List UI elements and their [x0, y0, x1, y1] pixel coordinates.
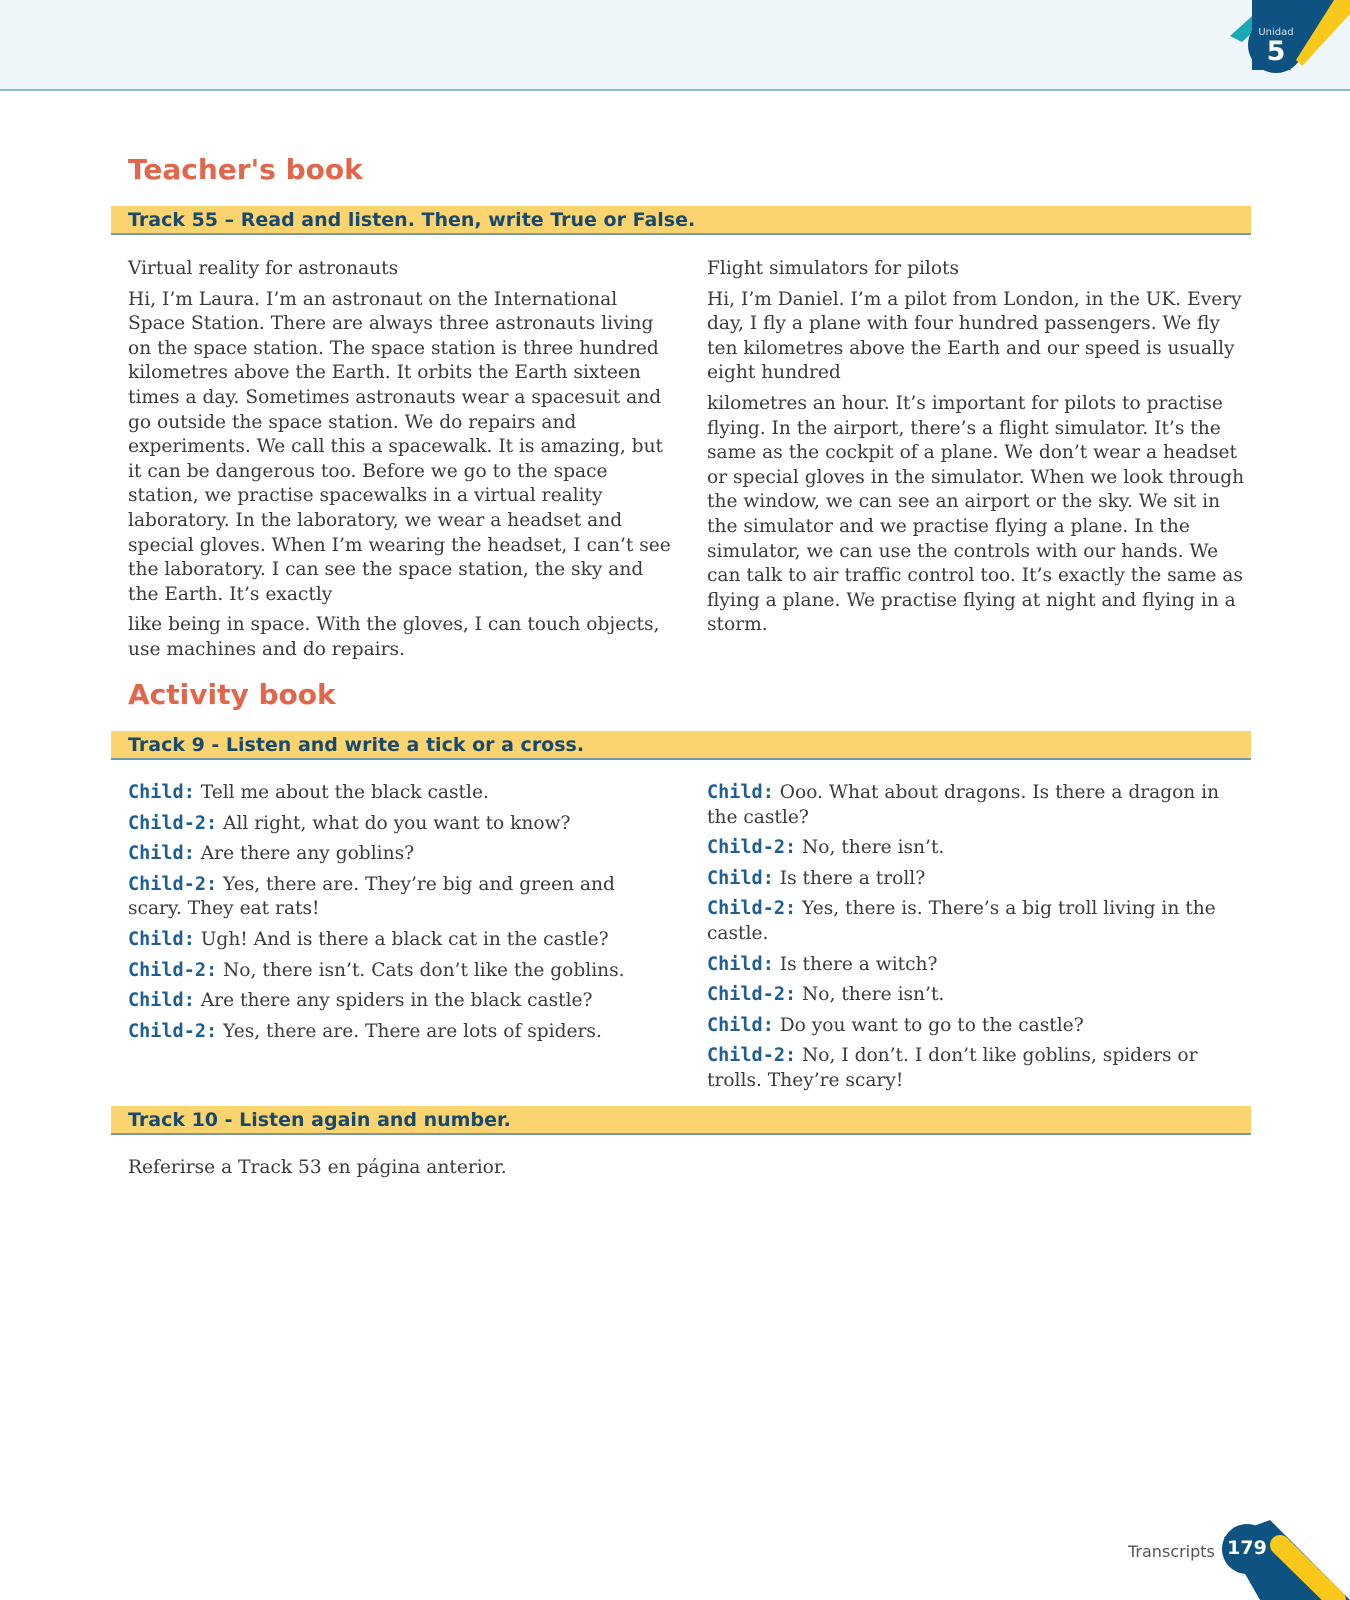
line-text: Is there a witch?: [779, 953, 938, 975]
track-9-heading-bar: [111, 731, 1251, 760]
dialog-line: [128, 989, 668, 1014]
speaker-label: Child-2:: [128, 812, 218, 834]
track-9-heading: Track 9 - Listen and write a tick or a cross.: [128, 734, 585, 756]
speaker-label: Child-2:: [128, 1020, 218, 1042]
page-number-badge: [1210, 1520, 1350, 1600]
astronauts-paragraph-2: like being in space. With the gloves, I can touch objects, use machines and do repairs.: [128, 614, 660, 660]
dialog-line: [707, 1014, 1252, 1039]
track-55-heading-bar: [111, 206, 1251, 235]
dialog-line: [128, 842, 668, 867]
speaker-label: Child-2:: [707, 984, 797, 1006]
speaker-label: Child:: [128, 990, 195, 1012]
dialog-line: [707, 781, 1252, 830]
header-band: [0, 0, 1350, 91]
dialog-right: [707, 781, 1252, 1100]
speaker-label: Child-2:: [128, 959, 218, 981]
pilots-column: [707, 257, 1252, 638]
track-10-heading-bar: [111, 1106, 1251, 1135]
line-text: All right, what do you want to know?: [223, 812, 571, 834]
speaker-label: Child-2:: [707, 898, 797, 920]
dialog-line: [128, 959, 668, 984]
dialog-line: [707, 897, 1252, 946]
speaker-label: Child:: [707, 1014, 774, 1036]
speaker-label: Child:: [128, 843, 195, 865]
footer-label: Transcripts: [1128, 1542, 1215, 1561]
pilots-paragraph-2: kilometres an hour. It’s important for pilots to practise flying. In the airport, there’s a flight simulator. It’s the same as the cockpit of a plane. We don’t wear a headset or special gloves in the simulator. When we look through the window, we can see an airport or the sky. We sit in the simulator and we practise flying a plane. In the simulator, we can use the controls with our hands. We can talk to air traffic control too. It’s exactly the same as flying a plane. We practise flying at night and flying in a storm.: [707, 392, 1245, 636]
astronauts-title: Virtual reality for astronauts: [128, 258, 399, 279]
track-10-note: Referirse a Track 53 en página anterior.: [128, 1157, 507, 1178]
line-text: No, there isn’t.: [802, 984, 945, 1006]
unit-label: Unidad: [1258, 27, 1294, 38]
dialog-line: [707, 1044, 1252, 1093]
dialog-line: [128, 928, 668, 953]
track-55-heading: Track 55 – Read and listen. Then, write True or False.: [128, 209, 696, 231]
line-text: No, I don’t. I don’t like goblins, spiders or trolls. They’re scary!: [707, 1045, 1198, 1091]
speaker-label: Child:: [128, 928, 195, 950]
astronauts-column: [128, 257, 673, 663]
line-text: No, there isn’t.: [802, 837, 945, 859]
speaker-label: Child:: [128, 782, 195, 803]
teachers-book-title: Teacher's book: [128, 153, 363, 186]
speaker-label: Child:: [707, 867, 774, 889]
dialog-line: [128, 873, 668, 922]
line-text: Yes, there are. They’re big and green and scary. They eat rats!: [128, 873, 615, 920]
line-text: Are there any spiders in the black castle?: [200, 990, 593, 1012]
line-text: Ugh! And is there a black cat in the castle?: [200, 928, 609, 950]
speaker-label: Child-2:: [128, 873, 218, 895]
dialog-line: [707, 953, 1252, 978]
speaker-label: Child-2:: [707, 837, 797, 859]
speaker-label: Child:: [707, 953, 774, 975]
pilots-paragraph-1: Hi, I’m Daniel. I’m a pilot from London, in the UK. Every day, I fly a plane with four hundred passengers. We fly ten kilometres above the Earth and our speed is usually eight hundred: [707, 288, 1242, 384]
dialog-line: [707, 983, 1252, 1008]
unit-number: 5: [1266, 36, 1286, 67]
line-text: Yes, there are. There are lots of spiders.: [223, 1020, 602, 1042]
page-number: 179: [1227, 1537, 1267, 1559]
dialog-left: [128, 781, 668, 1050]
astronauts-paragraph-1: Hi, I’m Laura. I’m an astronaut on the International Space Station. There are always three astronauts living on the space station. The space station is three hundred kilometres above the Earth. It orbits the Earth sixteen times a day. Sometimes astronauts wear a spacesuit and go outside the space station. We do repairs and experiments. We call this a spacewalk. It is amazing, but it can be dangerous too. Before we go to the space station, we practise spacewalks in a virtual reality laboratory. In the laboratory, we wear a headset and special gloves. When I’m wearing the headset, I can’t see the laboratory. I can see the space station, the sky and the Earth. It’s exactly: [128, 288, 671, 605]
speaker-label: Child-2:: [707, 1045, 797, 1067]
line-text: Ooo. What about dragons. Is there a dragon in the castle?: [707, 782, 1220, 828]
dialog-line: [128, 781, 668, 806]
line-text: Tell me about the black castle.: [200, 782, 489, 803]
dialog-line: [128, 812, 668, 837]
pilots-title: Flight simulators for pilots: [707, 258, 960, 279]
dialog-line: [128, 1020, 668, 1045]
line-text: Are there any goblins?: [200, 843, 415, 865]
line-text: Is there a troll?: [779, 867, 926, 889]
track-10-heading: Track 10 - Listen again and number.: [128, 1109, 511, 1131]
line-text: Do you want to go to the castle?: [779, 1014, 1084, 1036]
line-text: No, there isn’t. Cats don’t like the goblins.: [223, 959, 625, 981]
dialog-line: [707, 836, 1252, 861]
line-text: Yes, there is. There’s a big troll living in the castle.: [707, 898, 1216, 944]
speaker-label: Child:: [707, 782, 774, 803]
activity-book-title: Activity book: [128, 678, 336, 711]
dialog-line: [707, 867, 1252, 892]
